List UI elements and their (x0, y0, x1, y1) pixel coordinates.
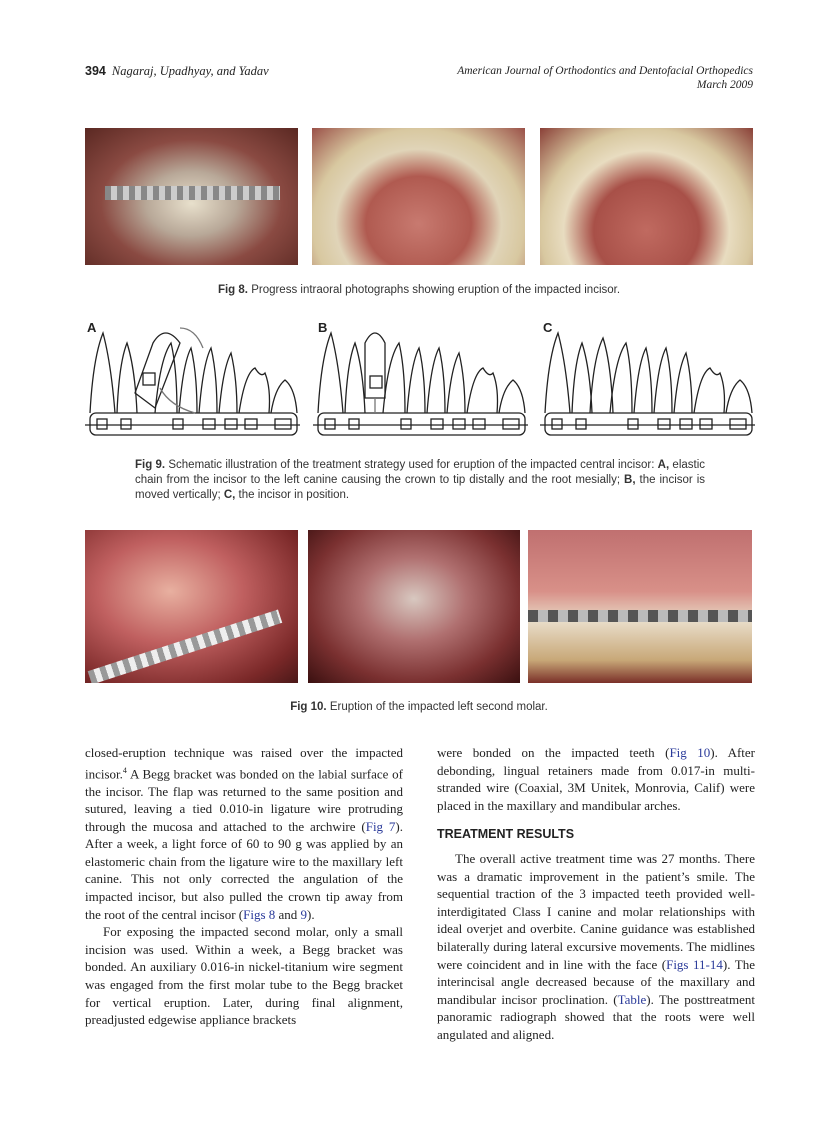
text: ). After debonding, lingual retainers made from 0.017-in multi-stranded wire (Coaxial, 3M Unitek, Monrovia, Calif) were placed in the maxillary and mandibular arches. (437, 745, 756, 813)
text: closed-eruption technique was raised over the impacted incisor. (85, 745, 403, 781)
caption-text: the incisor in position. (235, 489, 350, 501)
figure-link[interactable]: Figs 11-14 (666, 956, 723, 972)
panel-label-a: A (87, 320, 97, 335)
running-header-right (457, 64, 753, 92)
fig8-label: Fig 8. (217, 284, 248, 296)
fig8-photo-frontal (85, 128, 298, 265)
section-heading: TREATMENT RESULTS (437, 827, 575, 842)
text: ). The posttreatment panoramic radiograph showed that the roots were well angulated and aligned. (437, 991, 755, 1042)
figure-link[interactable]: Fig 10 (669, 745, 711, 760)
fig8-photo-occlusal-2 (540, 128, 753, 265)
table-link[interactable]: Table (617, 991, 647, 1007)
panel-label-c: C (543, 320, 553, 335)
fig10-caption (0, 700, 838, 715)
fig9-schematic (85, 318, 755, 443)
text: ). The interincisal angle decreased because of the maxillary and mandibular incisor proclination. ( (437, 956, 755, 1007)
caption-text: the incisor is moved vertically; (135, 474, 706, 501)
paragraph (437, 744, 755, 814)
figure-link[interactable]: Fig 7 (365, 818, 396, 834)
reference-superscript[interactable]: 4 (122, 765, 127, 775)
paragraph (437, 850, 755, 1044)
caption-panel-a: A, (657, 459, 670, 471)
caption-text: Schematic illustration of the treatment strategy used for eruption of the impacted central incisor: (165, 459, 658, 471)
text: and (275, 906, 301, 922)
fig8-caption (0, 283, 838, 298)
fig9-label: Fig 9. (135, 459, 166, 471)
fig10-caption-text: Eruption of the impacted left second molar. (329, 701, 548, 713)
caption-text: elastic chain from the incisor to the left canine causing the crown to tip distally and the root mesially; (135, 459, 706, 486)
authors: Nagaraj, Upadhyay, and Yadav (111, 64, 269, 78)
panel-label-b: B (318, 320, 328, 335)
text: The overall active treatment time was 27 months. There was a dramatic improvement in the patient’s smile. The sequential traction of the 3 impacted teeth provided well-interdigitated Class I canine and molar relationships with ideal overjet and overbite. Canine guidance was established bilaterally during lateral excursive movements. The midlines were coincident and in line with the face ( (437, 850, 755, 972)
left-column (85, 744, 403, 1029)
paragraph (85, 744, 403, 923)
journal-name: American Journal of Orthodontics and Dentofacial Orthopedics (457, 65, 753, 77)
text: ). (307, 906, 315, 922)
issue-date: March 2009 (696, 79, 753, 91)
fig10-photo-2 (308, 530, 520, 683)
running-header-left (85, 64, 269, 79)
fig10-photo-1 (85, 530, 298, 683)
paragraph: For exposing the impacted second molar, only a small incision was used. Within a week, a Begg bracket was bonded. An auxiliary 0.016-in nickel-titanium wire segment was engaged from the first molar tube to the Begg bracket for vertical eruption. Later, during final alignment, preadjusted edgewise appliance brackets (85, 924, 403, 1028)
fig8-caption-text: Progress intraoral photographs showing eruption of the impacted incisor. (251, 284, 621, 296)
figure-link[interactable]: 9 (300, 906, 308, 922)
text: were bonded on the impacted teeth ( (437, 745, 670, 760)
fig8-photo-occlusal-1 (312, 128, 525, 265)
caption-panel-c: C, (223, 489, 236, 501)
caption-panel-b: B, (624, 474, 636, 486)
text: A Begg bracket was bonded on the labial surface of the incisor. The flap was returned to the same position and sutured, leaving a tied 0.010-in ligature wire protruding through the mucosa and attached to the archwire ( (85, 765, 403, 834)
page-number: 394 (85, 64, 106, 78)
figure-link[interactable]: Figs 8 (243, 906, 276, 922)
fig10-label: Fig 10. (290, 701, 327, 713)
fig9-caption (135, 458, 705, 503)
fig10-photo-3 (528, 530, 752, 683)
right-column (437, 744, 755, 1044)
text: ). After a week, a light force of 60 to 90 g was applied by an elastomeric chain from the ligature wire to the maxillary left canine. This not only corrected the angulation of the impacted incisor, but also pulled the crown tip away from the root of the central incisor ( (85, 818, 404, 922)
